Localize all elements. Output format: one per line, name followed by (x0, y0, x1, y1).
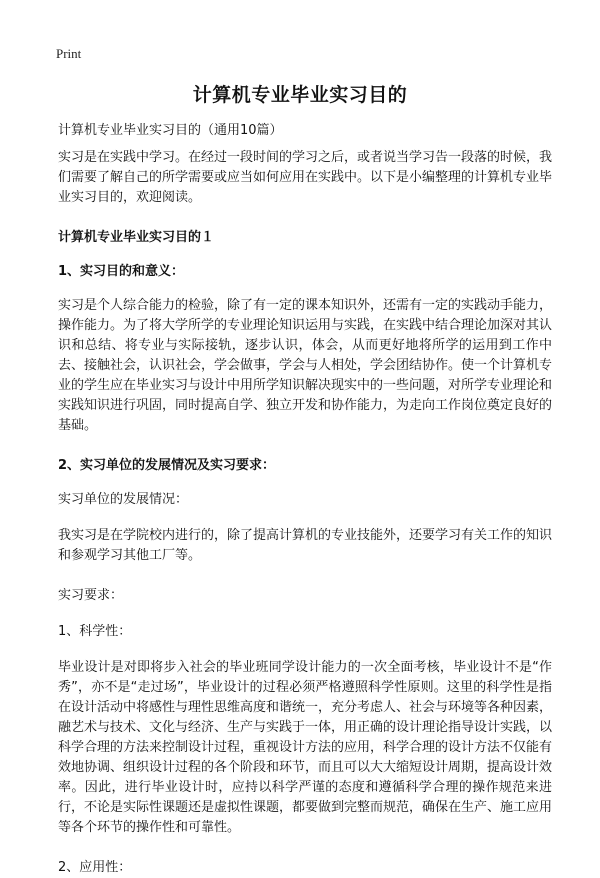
article-heading: 计算机专业毕业实习目的１ (58, 230, 215, 245)
intro-paragraph: 实习是在实践中学习。在经过一段时间的学习之后，或者说当学习告一段落的时候，我们需要了解自己的所学需要或应当如何应用在实践中。以下是小编整理的计算机专业毕业实习目的，欢迎阅读。 (58, 150, 553, 205)
page-title: 计算机专业毕业实习目的 (192, 84, 408, 106)
requirement2-heading: 2、应用性： (58, 860, 132, 875)
requirements-label: 实习要求： (58, 588, 124, 603)
section2-heading: 2、实习单位的发展情况及实习要求： (58, 458, 276, 473)
unit-paragraph: 我实习是在学院校内进行的，除了提高计算机的专业技能外，还要学习有关工作的知识和参观学习其他工厂等。 (58, 528, 553, 563)
requirement1-heading: 1、科学性： (58, 624, 132, 639)
document-subtitle: 计算机专业毕业实习目的（通用10篇） (58, 123, 283, 138)
section1-paragraph: 实习是个人综合能力的检验，除了有一定的课本知识外，还需有一定的实践动手能力，操作能力。为了将大学所学的专业理论知识运用与实践，在实践中结合理论加深对其认识和总结、将专业与实际接轨，逐步认识，体会，从而更好地将所学的运用到工作中去、接触社会，认识社会，学会做事，学会与人相处，学会团结协作。使一个计算机专业的学生应在毕业实习与设计中用所学知识解决现实中的一些问题，对所学专业理论和实践知识进行巩固，同时提高自学、独立开发和协作能力，为走向工作岗位奠定良好的基础。 (58, 298, 553, 433)
article-body (58, 148, 552, 878)
requirement1-paragraph: 毕业设计是对即将步入社会的毕业班同学设计能力的一次全面考核，毕业设计不是“作秀”，亦不是“走过场”，毕业设计的过程必须严格遵照科学性原则。这里的科学性是指在设计活动中将感性与理性思维高度和谐统一，充分考虑人、社会与环境等各种因素，融艺术与技术、文化与经济、生产与实践于一体，用正确的设计理论指导设计实践，以科学合理的方法来控制设计过程，重视设计方法的应用，科学合理的设计方法不仅能有效地协调、组织设计过程的各个阶段和环节，而且可以大大缩短设计周期，提高设计效率。因此，进行毕业设计时，应持以科学严谨的态度和遵循科学合理的操作规范来进行，不论是实际性课题还是虚拟性课题，都要做到完整而规范，确保在生产、施工应用等各个环节的操作性和可靠性。 (58, 660, 553, 835)
section1-heading: 1、实习目的和意义： (58, 264, 185, 279)
unit-label: 实习单位的发展情况： (58, 492, 189, 507)
print-link[interactable]: Print (56, 46, 82, 61)
